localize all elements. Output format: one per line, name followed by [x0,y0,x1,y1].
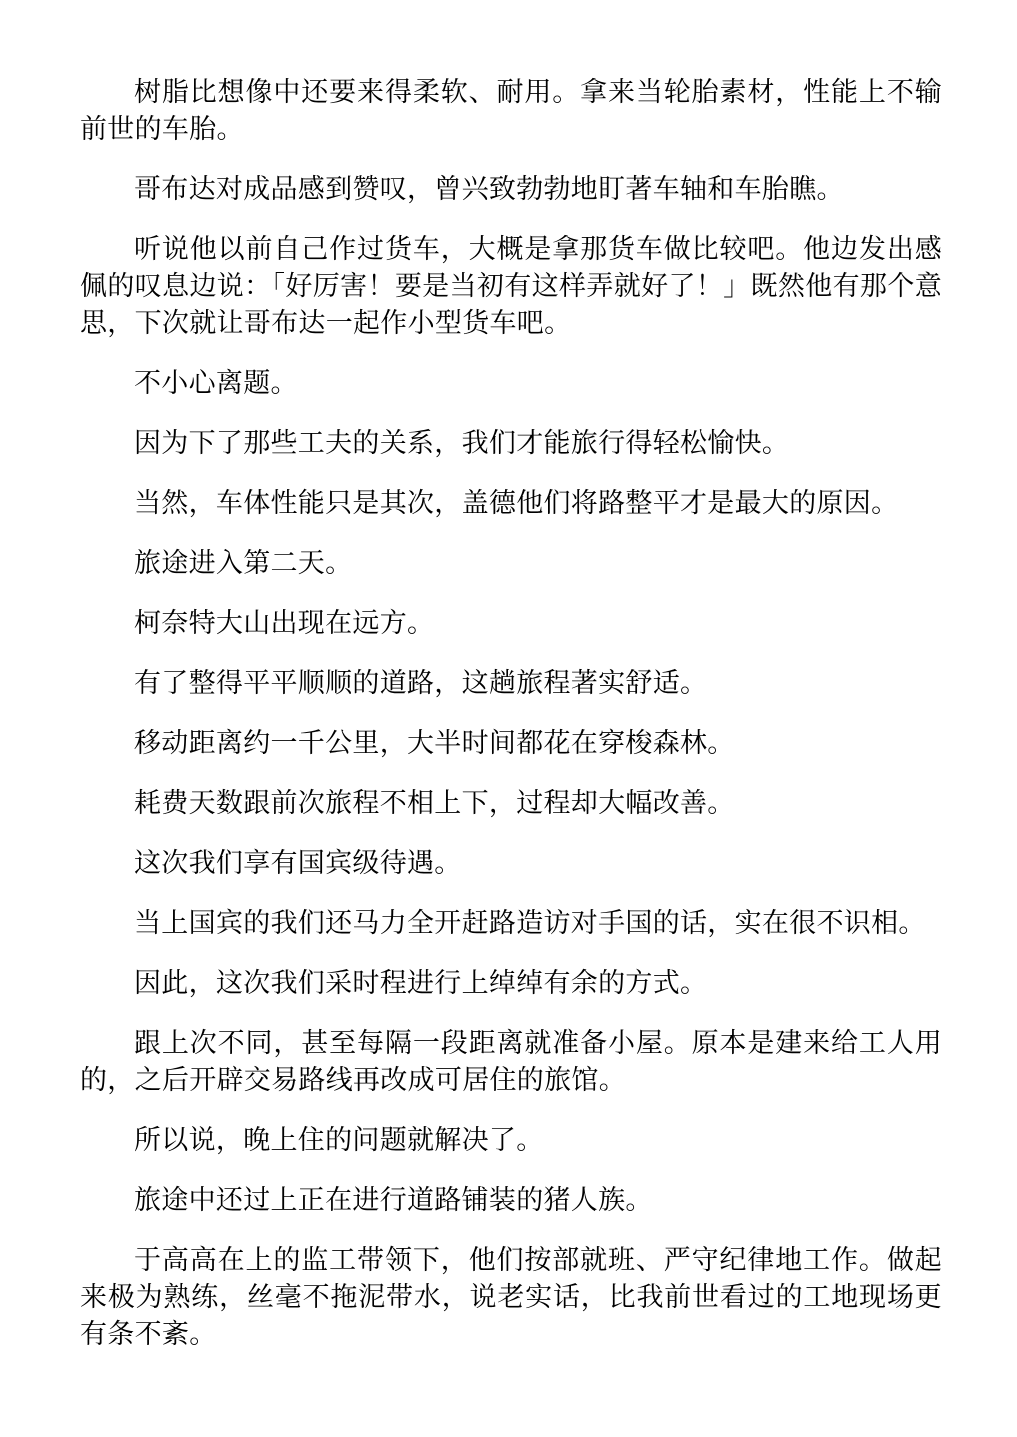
paragraph: 耗费天数跟前次旅程不相上下，过程却大幅改善。 [134,788,735,819]
paragraph: 旅途中还过上正在进行道路铺装的猪人族。 [134,1185,653,1216]
paragraph: 所以说，晚上住的问题就解决了。 [134,1125,544,1156]
paragraph: 柯奈特大山出现在远方。 [134,608,435,639]
paragraph: 旅途进入第二天。 [134,548,353,579]
paragraph: 因此，这次我们采时程进行上绰绰有余的方式。 [134,968,708,999]
paragraph: 树脂比想像中还要来得柔软、耐用。拿来当轮胎素材，性能上不输前世的车胎。 [80,77,942,145]
paragraph: 因为下了那些工夫的关系，我们才能旅行得轻松愉快。 [134,428,790,459]
paragraph: 听说他以前自己作过货车，大概是拿那货车做比较吧。他边发出感佩的叹息边说：「好厉害！要是当初有这样弄就好了！」既然他有那个意思，下次就让哥布达一起作小型货车吧。 [80,234,942,339]
paragraph: 这次我们享有国宾级待遇。 [134,848,462,879]
paragraph: 当然，车体性能只是其次，盖德他们将路整平才是最大的原因。 [134,488,899,519]
paragraph: 于高高在上的监工带领下，他们按部就班、严守纪律地工作。做起来极为熟练，丝毫不拖泥带水，说老实话，比我前世看过的工地现场更有条不紊。 [80,1245,942,1350]
paragraph: 跟上次不同，甚至每隔一段距离就准备小屋。原本是建来给工人用的，之后开辟交易路线再改成可居住的旅馆。 [80,1028,942,1096]
paragraph: 移动距离约一千公里，大半时间都花在穿梭森林。 [134,728,735,759]
paragraph: 当上国宾的我们还马力全开赶路造访对手国的话，实在很不识相。 [134,908,926,939]
paragraph: 不小心离题。 [134,368,298,399]
paragraph: 有了整得平平顺顺的道路，这趟旅程著实舒适。 [134,668,708,699]
paragraph: 哥布达对成品感到赞叹，曾兴致勃勃地盯著车轴和车胎瞧。 [134,174,844,205]
document-body [80,74,942,1376]
